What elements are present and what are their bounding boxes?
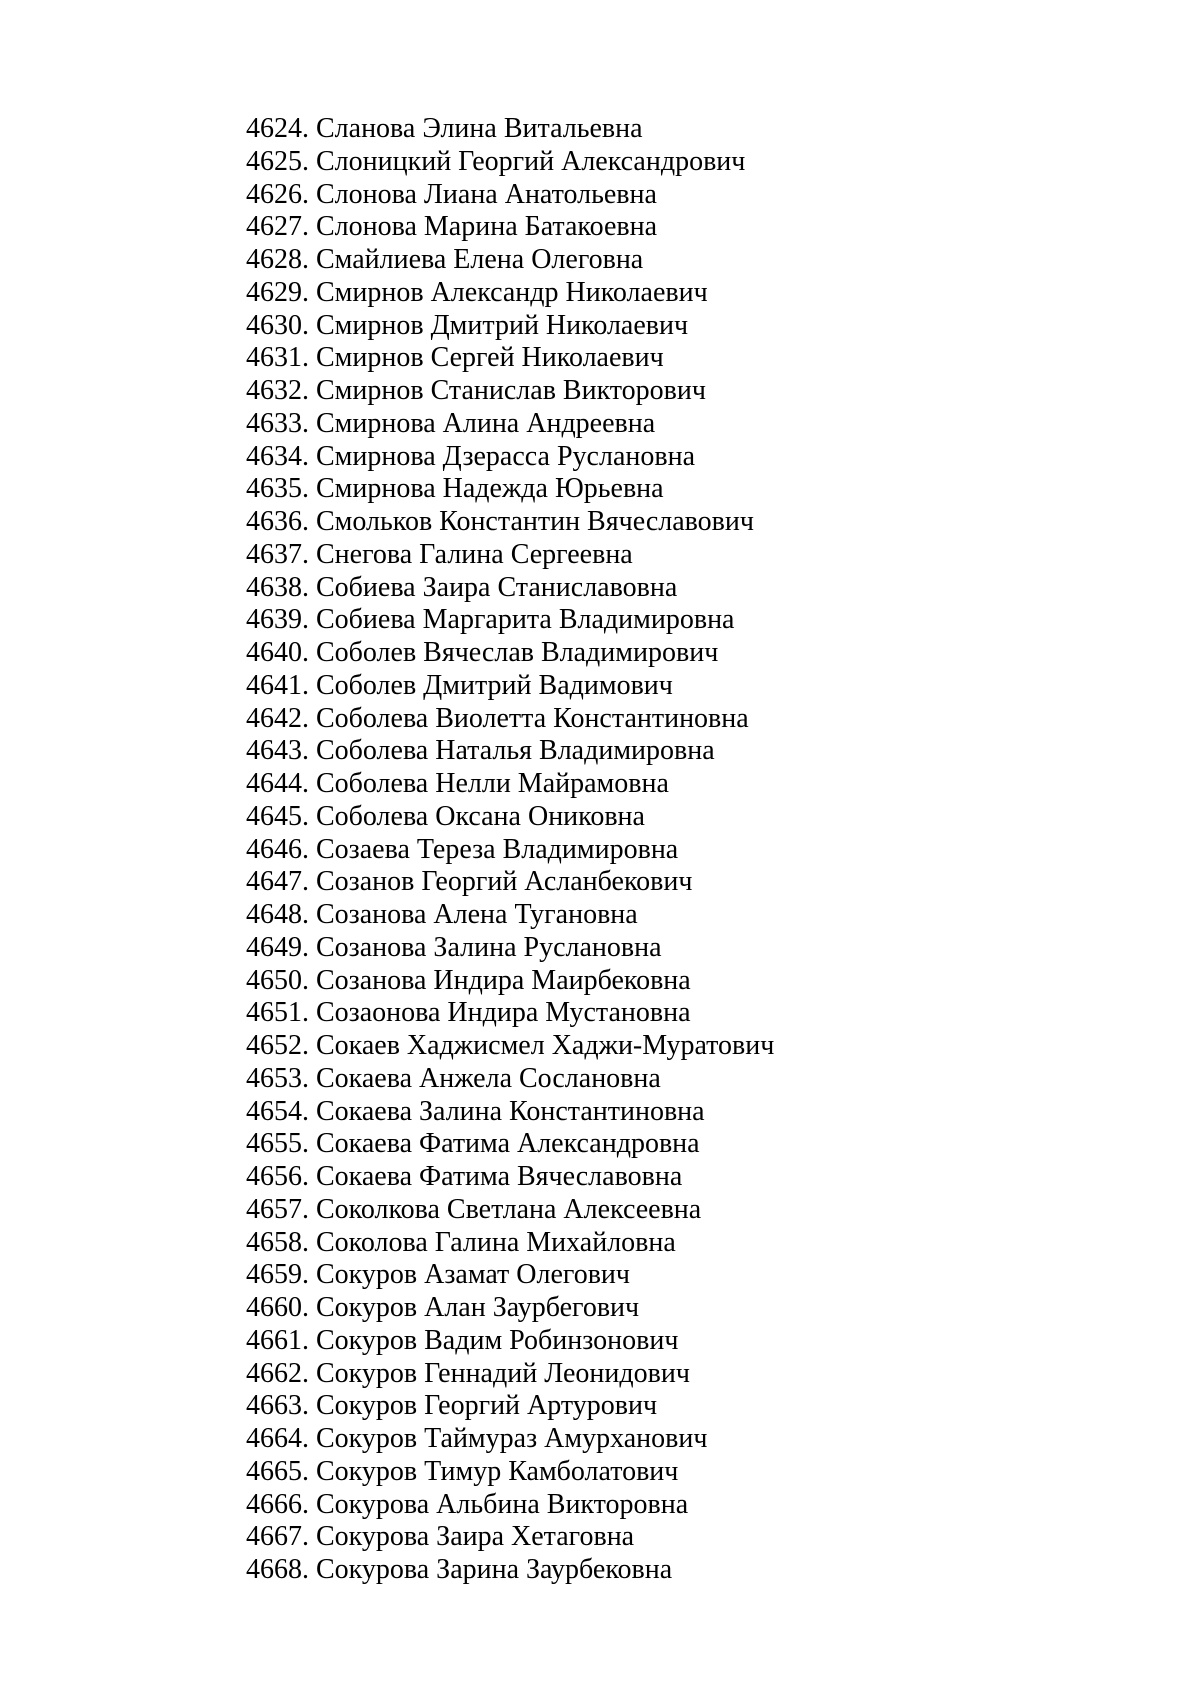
list-item — [246, 866, 774, 899]
entry-number: 4630. — [246, 309, 309, 341]
entry-name: Смирнова Алина Андреевна — [316, 407, 656, 439]
list-item — [246, 572, 774, 605]
entry-name: Сокуров Азамат Олегович — [316, 1259, 630, 1291]
entry-name: Собиева Маргарита Владимировна — [316, 604, 735, 636]
entry-name: Сокаева Фатима Вячеславовна — [316, 1161, 683, 1192]
entry-number: 4659. — [246, 1259, 309, 1291]
list-item — [246, 179, 774, 212]
list-item — [246, 1063, 774, 1096]
entry-name: Соболев Вячеслав Владимирович — [316, 637, 719, 668]
entry-name: Соболева Нелли Майрамовна — [316, 768, 669, 799]
entry-name: Сокаева Залина Константиновна — [316, 1095, 705, 1127]
entry-name: Сокурова Альбина Викторовна — [316, 1488, 689, 1520]
list-item — [246, 473, 774, 506]
entry-number: 4666. — [246, 1488, 309, 1520]
list-item — [246, 244, 774, 277]
list-item — [246, 277, 774, 310]
entry-name: Созанова Алена Тугановна — [316, 899, 638, 930]
entry-name: Сокурова Зарина Заурбековна — [316, 1554, 673, 1585]
entry-number: 4639. — [246, 604, 309, 636]
entry-name: Сокуров Алан Заурбегович — [316, 1292, 640, 1323]
entry-name: Сланова Элина Витальевна — [316, 113, 643, 144]
list-item — [246, 604, 774, 637]
list-item — [246, 768, 774, 801]
entry-name: Сокаева Фатима Александровна — [316, 1128, 700, 1160]
list-item — [246, 1161, 774, 1194]
list-item — [246, 899, 774, 932]
list-item — [246, 1521, 774, 1554]
entry-name: Созанова Залина Руслановна — [316, 931, 662, 963]
entry-name: Соколкова Светлана Алексеевна — [316, 1193, 702, 1225]
entry-name: Соболев Дмитрий Вадимович — [316, 669, 673, 701]
name-list — [246, 113, 774, 1587]
entry-name: Смирнов Сергей Николаевич — [316, 342, 664, 374]
entry-name: Слонова Марина Батакоевна — [316, 211, 658, 243]
entry-number: 4663. — [246, 1390, 309, 1422]
entry-name: Созанова Индира Маирбековна — [316, 964, 691, 996]
entry-number: 4636. — [246, 506, 309, 537]
entry-number: 4668. — [246, 1554, 309, 1585]
entry-name: Смайлиева Елена Олеговна — [316, 244, 644, 275]
entry-number: 4647. — [246, 866, 309, 898]
entry-name: Сокуров Геннадий Леонидович — [316, 1357, 690, 1389]
list-item — [246, 310, 774, 343]
list-item — [246, 1227, 774, 1260]
entry-name: Снегова Галина Сергеевна — [316, 538, 633, 570]
entry-number: 4641. — [246, 669, 309, 701]
entry-name: Сокуров Вадим Робинзонович — [316, 1324, 679, 1356]
list-item — [246, 375, 774, 408]
list-item — [246, 441, 774, 474]
entry-name: Сокуров Георгий Артурович — [316, 1390, 658, 1422]
list-item — [246, 1292, 774, 1325]
list-item — [246, 539, 774, 572]
list-item — [246, 703, 774, 736]
entry-number: 4633. — [246, 407, 309, 439]
entry-number: 4634. — [246, 440, 309, 472]
entry-number: 4651. — [246, 997, 309, 1029]
entry-number: 4645. — [246, 800, 309, 832]
list-item — [246, 113, 774, 146]
entry-name: Собиева Заира Станиславовна — [316, 571, 678, 603]
list-item — [246, 637, 774, 670]
list-item — [246, 1096, 774, 1129]
entry-number: 4660. — [246, 1292, 309, 1323]
entry-number: 4624. — [246, 113, 309, 144]
list-item — [246, 801, 774, 834]
list-item — [246, 834, 774, 867]
entry-number: 4626. — [246, 178, 309, 210]
entry-number: 4665. — [246, 1455, 309, 1487]
list-item — [246, 1128, 774, 1161]
entry-name: Созанов Георгий Асланбекович — [316, 866, 693, 898]
entry-number: 4656. — [246, 1161, 309, 1192]
entry-number: 4650. — [246, 964, 309, 996]
list-item — [246, 211, 774, 244]
entry-name: Соболева Оксана Ониковна — [316, 800, 645, 832]
entry-number: 4653. — [246, 1062, 309, 1094]
list-item — [246, 1325, 774, 1358]
list-item — [246, 408, 774, 441]
entry-name: Созаева Тереза Владимировна — [316, 833, 679, 865]
entry-number: 4655. — [246, 1128, 309, 1160]
entry-number: 4625. — [246, 145, 309, 177]
entry-number: 4637. — [246, 538, 309, 570]
list-item — [246, 1030, 774, 1063]
entry-number: 4657. — [246, 1193, 309, 1225]
list-item — [246, 1423, 774, 1456]
entry-name: Смольков Константин Вячеславович — [316, 506, 754, 537]
entry-name: Созаонова Индира Мустановна — [316, 997, 691, 1029]
entry-name: Соколова Галина Михайловна — [316, 1226, 676, 1258]
entry-name: Сокуров Таймураз Амурханович — [316, 1423, 708, 1454]
entry-number: 4658. — [246, 1226, 309, 1258]
entry-number: 4628. — [246, 244, 309, 275]
list-item — [246, 1554, 774, 1587]
entry-number: 4627. — [246, 211, 309, 243]
entry-number: 4643. — [246, 735, 309, 767]
entry-number: 4642. — [246, 702, 309, 734]
entry-number: 4632. — [246, 375, 309, 406]
list-item — [246, 965, 774, 998]
list-item — [246, 1489, 774, 1522]
entry-name: Сокурова Заира Хетаговна — [316, 1521, 635, 1553]
list-item — [246, 1194, 774, 1227]
entry-name: Слонова Лиана Анатольевна — [316, 178, 657, 210]
entry-name: Соболева Наталья Владимировна — [316, 735, 715, 767]
list-item — [246, 1259, 774, 1292]
entry-number: 4629. — [246, 276, 309, 308]
entry-name: Слоницкий Георгий Александрович — [316, 145, 746, 177]
entry-number: 4644. — [246, 768, 309, 799]
list-item — [246, 506, 774, 539]
list-item — [246, 1358, 774, 1391]
entry-number: 4638. — [246, 571, 309, 603]
list-item — [246, 932, 774, 965]
entry-name: Смирнов Станислав Викторович — [316, 375, 706, 406]
entry-number: 4648. — [246, 899, 309, 930]
list-item — [246, 342, 774, 375]
entry-name: Сокаева Анжела Сослановна — [316, 1062, 661, 1094]
entry-name: Смирнова Дзерасса Руслановна — [316, 440, 695, 472]
list-item — [246, 997, 774, 1030]
list-item — [246, 1390, 774, 1423]
entry-name: Смирнов Александр Николаевич — [316, 276, 708, 308]
list-item — [246, 1456, 774, 1489]
list-item — [246, 735, 774, 768]
entry-name: Смирнова Надежда Юрьевна — [316, 473, 664, 505]
entry-number: 4646. — [246, 833, 309, 865]
list-item — [246, 670, 774, 703]
entry-number: 4667. — [246, 1521, 309, 1553]
entry-number: 4635. — [246, 473, 309, 505]
entry-name: Смирнов Дмитрий Николаевич — [316, 309, 689, 341]
entry-number: 4664. — [246, 1423, 309, 1454]
entry-name: Сокуров Тимур Камболатович — [316, 1455, 679, 1487]
list-item — [246, 146, 774, 179]
entry-number: 4662. — [246, 1357, 309, 1389]
entry-number: 4654. — [246, 1095, 309, 1127]
entry-number: 4640. — [246, 637, 309, 668]
entry-number: 4631. — [246, 342, 309, 374]
entry-name: Сокаев Хаджисмел Хаджи-Муратович — [316, 1030, 775, 1061]
entry-number: 4649. — [246, 931, 309, 963]
entry-name: Соболева Виолетта Константиновна — [316, 702, 749, 734]
entry-number: 4652. — [246, 1030, 309, 1061]
entry-number: 4661. — [246, 1324, 309, 1356]
